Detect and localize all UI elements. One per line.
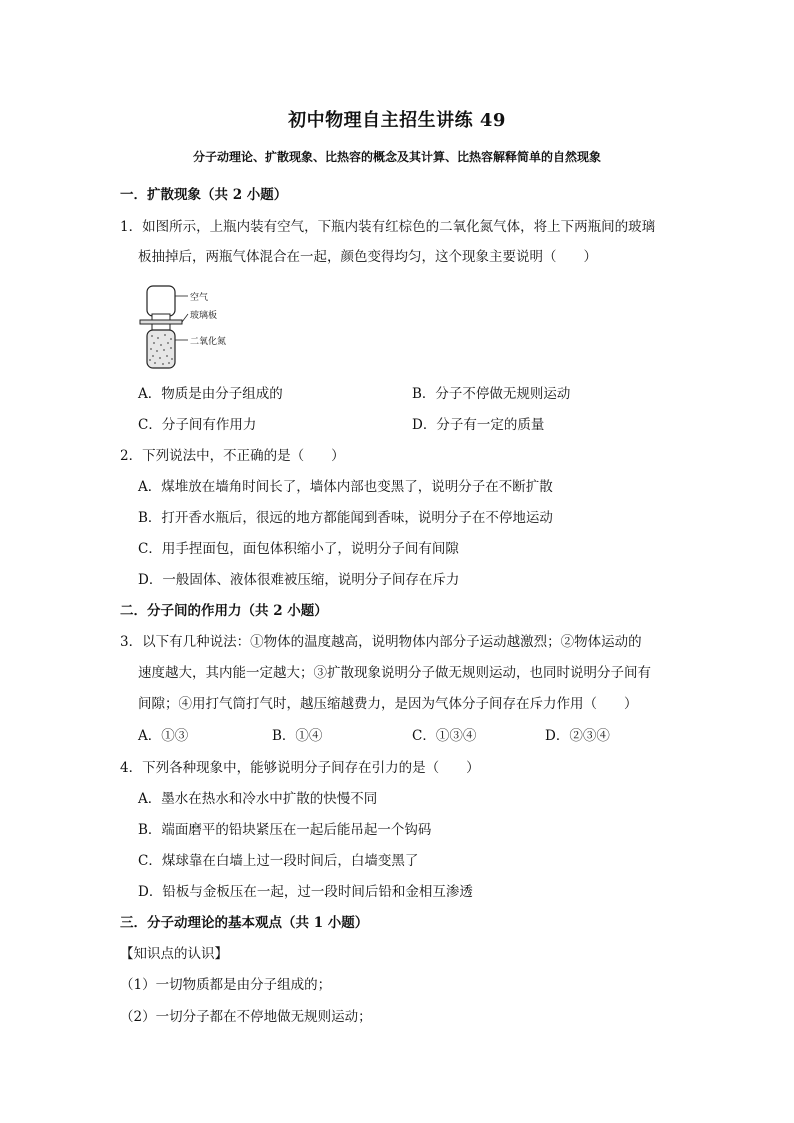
question-3-option-b: B．①④	[272, 728, 323, 744]
question-1-option-c: C．分子间有作用力	[138, 417, 257, 433]
question-1-option-a: A．物质是由分子组成的	[138, 386, 283, 402]
question-1-line-1: 1．如图所示，上瓶内装有空气，下瓶内装有红棕色的二氧化氮气体，将上下两瓶间的玻璃	[120, 219, 656, 235]
figure-label-air: 空气	[190, 293, 209, 303]
question-1-line-2: 板抽掉后，两瓶气体混合在一起，颜色变得均匀，这个现象主要说明（ ）	[138, 249, 597, 265]
question-3-option-c: C．①③④	[412, 728, 477, 744]
figure-label-no2: 二氧化氮	[190, 337, 227, 347]
diffusion-bottles-figure	[138, 280, 268, 375]
section-heading-2: 二．分子间的作用力（共 2 小题）	[120, 603, 328, 619]
question-3-line-2: 速度越大，其内能一定越大；③扩散现象说明分子做无规则运动，也同时说明分子间有	[138, 665, 651, 681]
page-title: 初中物理自主招生讲练 49	[288, 110, 506, 131]
question-2-option-c: C．用手捏面包，面包体积缩小了，说明分子间有间隙	[138, 541, 459, 557]
question-4-stem: 4．下列各种现象中，能够说明分子间存在引力的是（ ）	[120, 760, 480, 776]
question-2-option-d: D．一般固体、液体很难被压缩，说明分子间存在斥力	[138, 572, 460, 588]
figure-label-glass-plate: 玻璃板	[190, 311, 218, 321]
question-3-line-1: 3．以下有几种说法：①物体的温度越高，说明物体内部分子运动越激烈；②物体运动的	[120, 634, 642, 650]
section-heading-1: 一．扩散现象（共 2 小题）	[120, 187, 288, 203]
question-1-option-b: B．分子不停做无规则运动	[412, 386, 571, 402]
question-2-option-a: A．煤堆放在墙角时间长了，墙体内部也变黑了，说明分子在不断扩散	[138, 479, 553, 495]
knowledge-point-2: （2）一切分子都在不停地做无规则运动；	[120, 1009, 372, 1025]
question-3-line-3: 间隙；④用打气筒打气时，越压缩越费力，是因为气体分子间存在斥力作用（ ）	[138, 696, 638, 712]
section-heading-3: 三．分子动理论的基本观点（共 1 小题）	[120, 915, 369, 931]
question-4-option-b: B．端面磨平的铅块紧压在一起后能吊起一个钩码	[138, 822, 432, 838]
question-3-option-a: A．①③	[138, 728, 189, 744]
page-subtitle: 分子动理论、扩散现象、比热容的概念及其计算、比热容解释简单的自然现象	[192, 150, 601, 164]
question-2-option-b: B．打开香水瓶后，很远的地方都能闻到香味，说明分子在不停地运动	[138, 510, 553, 526]
question-1-option-d: D．分子有一定的质量	[412, 417, 545, 433]
question-4-option-c: C．煤球靠在白墙上过一段时间后，白墙变黑了	[138, 853, 419, 869]
question-3-option-d: D．②③④	[545, 728, 610, 744]
question-4-option-d: D．铅板与金板压在一起，过一段时间后铅和金相互渗透	[138, 884, 473, 900]
knowledge-heading: 【知识点的认识】	[120, 946, 228, 962]
question-2-stem: 2．下列说法中，不正确的是（ ）	[120, 448, 345, 464]
knowledge-point-1: （1）一切物质都是由分子组成的；	[120, 977, 332, 993]
question-4-option-a: A．墨水在热水和冷水中扩散的快慢不同	[138, 791, 378, 807]
